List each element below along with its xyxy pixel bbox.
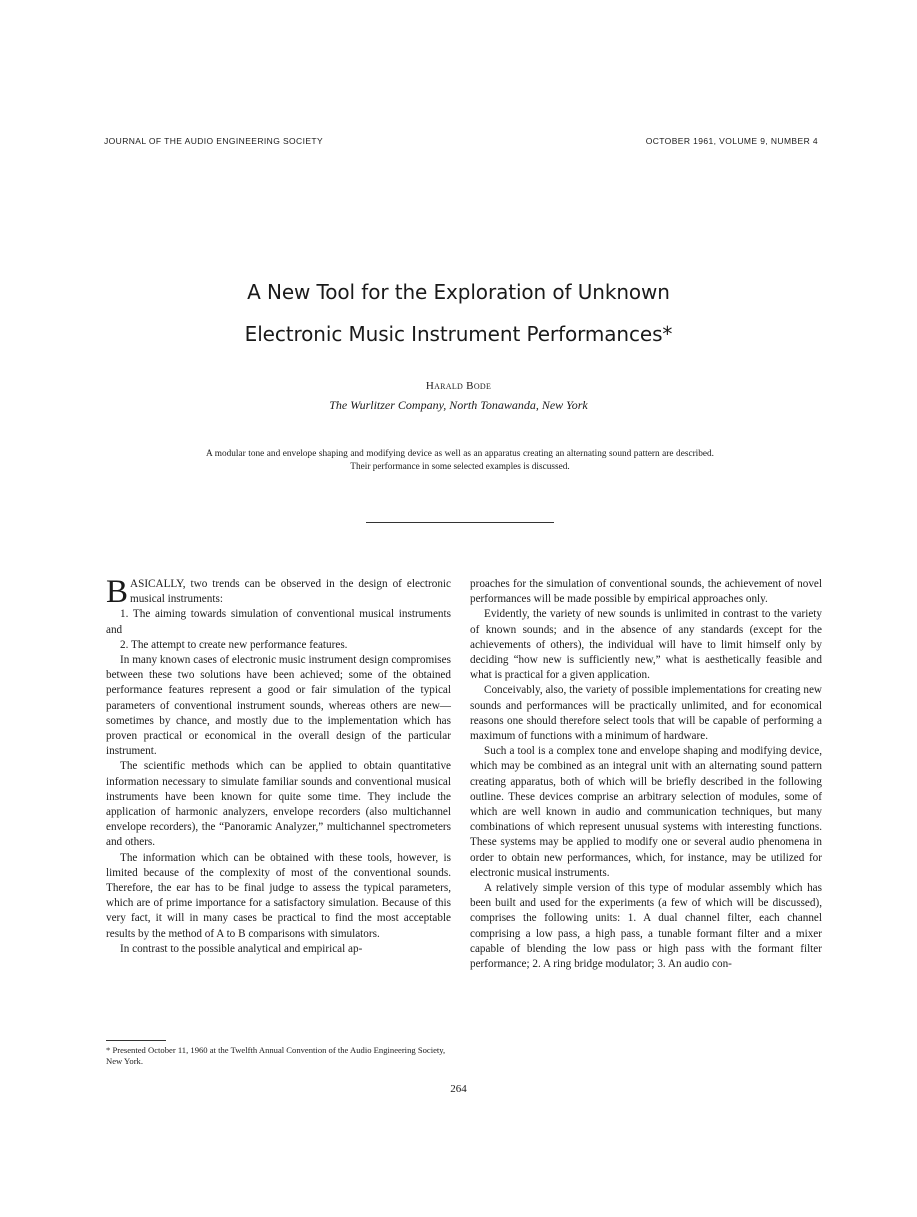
paragraph: Conceivably, also, the variety of possible implementations for creating new sounds and performances will be practically unlimited, and for economical reasons one should therefore select tools that will be capable of performing a maximum of functions with a minimum of hardware.: [470, 684, 822, 743]
paragraph: In many known cases of electronic music instrument design compromises between these two solutions have been achieved; some of the obtained performance features represent a good or fair simulation of the typical parameters of conventional instrument sounds, whereas others are new—sometimes by chance, and mostly due to the implementation which has proven practical or economical in the overall design of the particular instrument.: [106, 654, 451, 758]
article-title-line-1: A New Tool for the Exploration of Unknown: [247, 280, 670, 304]
author-name: Harald Bode: [425, 380, 492, 392]
paragraph: Evidently, the variety of new sounds is unlimited in contrast to the variety of known sounds; and in the absence of any standards (except for the achievements of others), the individual will have to limit himself only by deciding “how new is sufficiently new,” what is aesthetically feasible and what is practical for a given application.: [470, 608, 822, 682]
journal-name-header: JOURNAL OF THE AUDIO ENGINEERING SOCIETY: [104, 136, 324, 146]
right-column: [470, 577, 822, 972]
paragraph: A relatively simple version of this type of modular assembly which has been built and used for the experiments (a few of which will be discussed), comprises the following units: 1. A dual channel filter, each channel comprising a low pass, a high pass, a tunable formant filter and a mixer capable of blending the low pass or high pass with the formant filter performance; 2. A ring bridge modulator; 3. An audio con-: [470, 882, 822, 971]
footnote-rule: [106, 1040, 166, 1041]
drop-cap: B: [106, 574, 129, 610]
title-separator-rule: [366, 522, 554, 523]
paragraph: The scientific methods which can be applied to obtain quantitative information necessary to simulate familiar sounds and conventional musical instruments have been known for quite some time. They include the application of harmonic analyzers, envelope recorders (also multichannel envelope recorders), the “Panoramic Analyzer,” multichannel spectrometers and others.: [106, 760, 451, 849]
paragraph: The information which can be obtained with these tools, however, is limited because of the complexity of most of the conventional sounds. Therefore, the ear has to be final judge to assess the typical parameters, which are of prime importance for a satisfactory simulation. Because of this very fact, it will in many cases be practical to find the most acceptable results by the method of A to B comparisons with simulators.: [106, 851, 451, 940]
paragraph: [106, 574, 451, 610]
paragraph: In contrast to the possible analytical and empirical ap-: [120, 942, 363, 955]
author-affiliation: The Wurlitzer Company, North Tonawanda, New York: [329, 398, 588, 412]
page-number: 264: [450, 1083, 467, 1095]
paragraph: 1. The aiming towards simulation of conventional musical instruments and: [106, 608, 451, 636]
issue-info-header: OCTOBER 1961, VOLUME 9, NUMBER 4: [645, 136, 818, 146]
paragraph: 2. The attempt to create new performance features.: [120, 638, 348, 651]
paragraph-text: ASICALLY, two trends can be observed in the design of electronic musical instruments:: [130, 578, 451, 606]
paragraph: proaches for the simulation of conventional sounds, the achievement of novel performances will be made possible by empirical approaches only.: [470, 578, 822, 606]
paragraph: Such a tool is a complex tone and envelope shaping and modifying device, which may be combined as an integral unit with an alternating sound pattern creating apparatus, both of which will be briefly described in the following outline. These devices comprise an arbitrary selection of modules, some of which are well known in audio and communication techniques, but many combinations of which represent unusual systems with interesting functions. These systems may be applied to modify one or several audio phenomena in order to obtain new performances, which, for instance, may be utilized for electronic musical instruments.: [470, 745, 822, 879]
article-title-line-2: Electronic Music Instrument Performances*: [244, 322, 673, 346]
left-column: [106, 574, 451, 957]
abstract: A modular tone and envelope shaping and modifying device as well as an apparatus creating an alternating sound pattern are described. Their performance in some selected examples is discussed.: [206, 449, 714, 472]
footnote: * Presented October 11, 1960 at the Twelfth Annual Convention of the Audio Engineering Society, New York.: [106, 1045, 446, 1066]
